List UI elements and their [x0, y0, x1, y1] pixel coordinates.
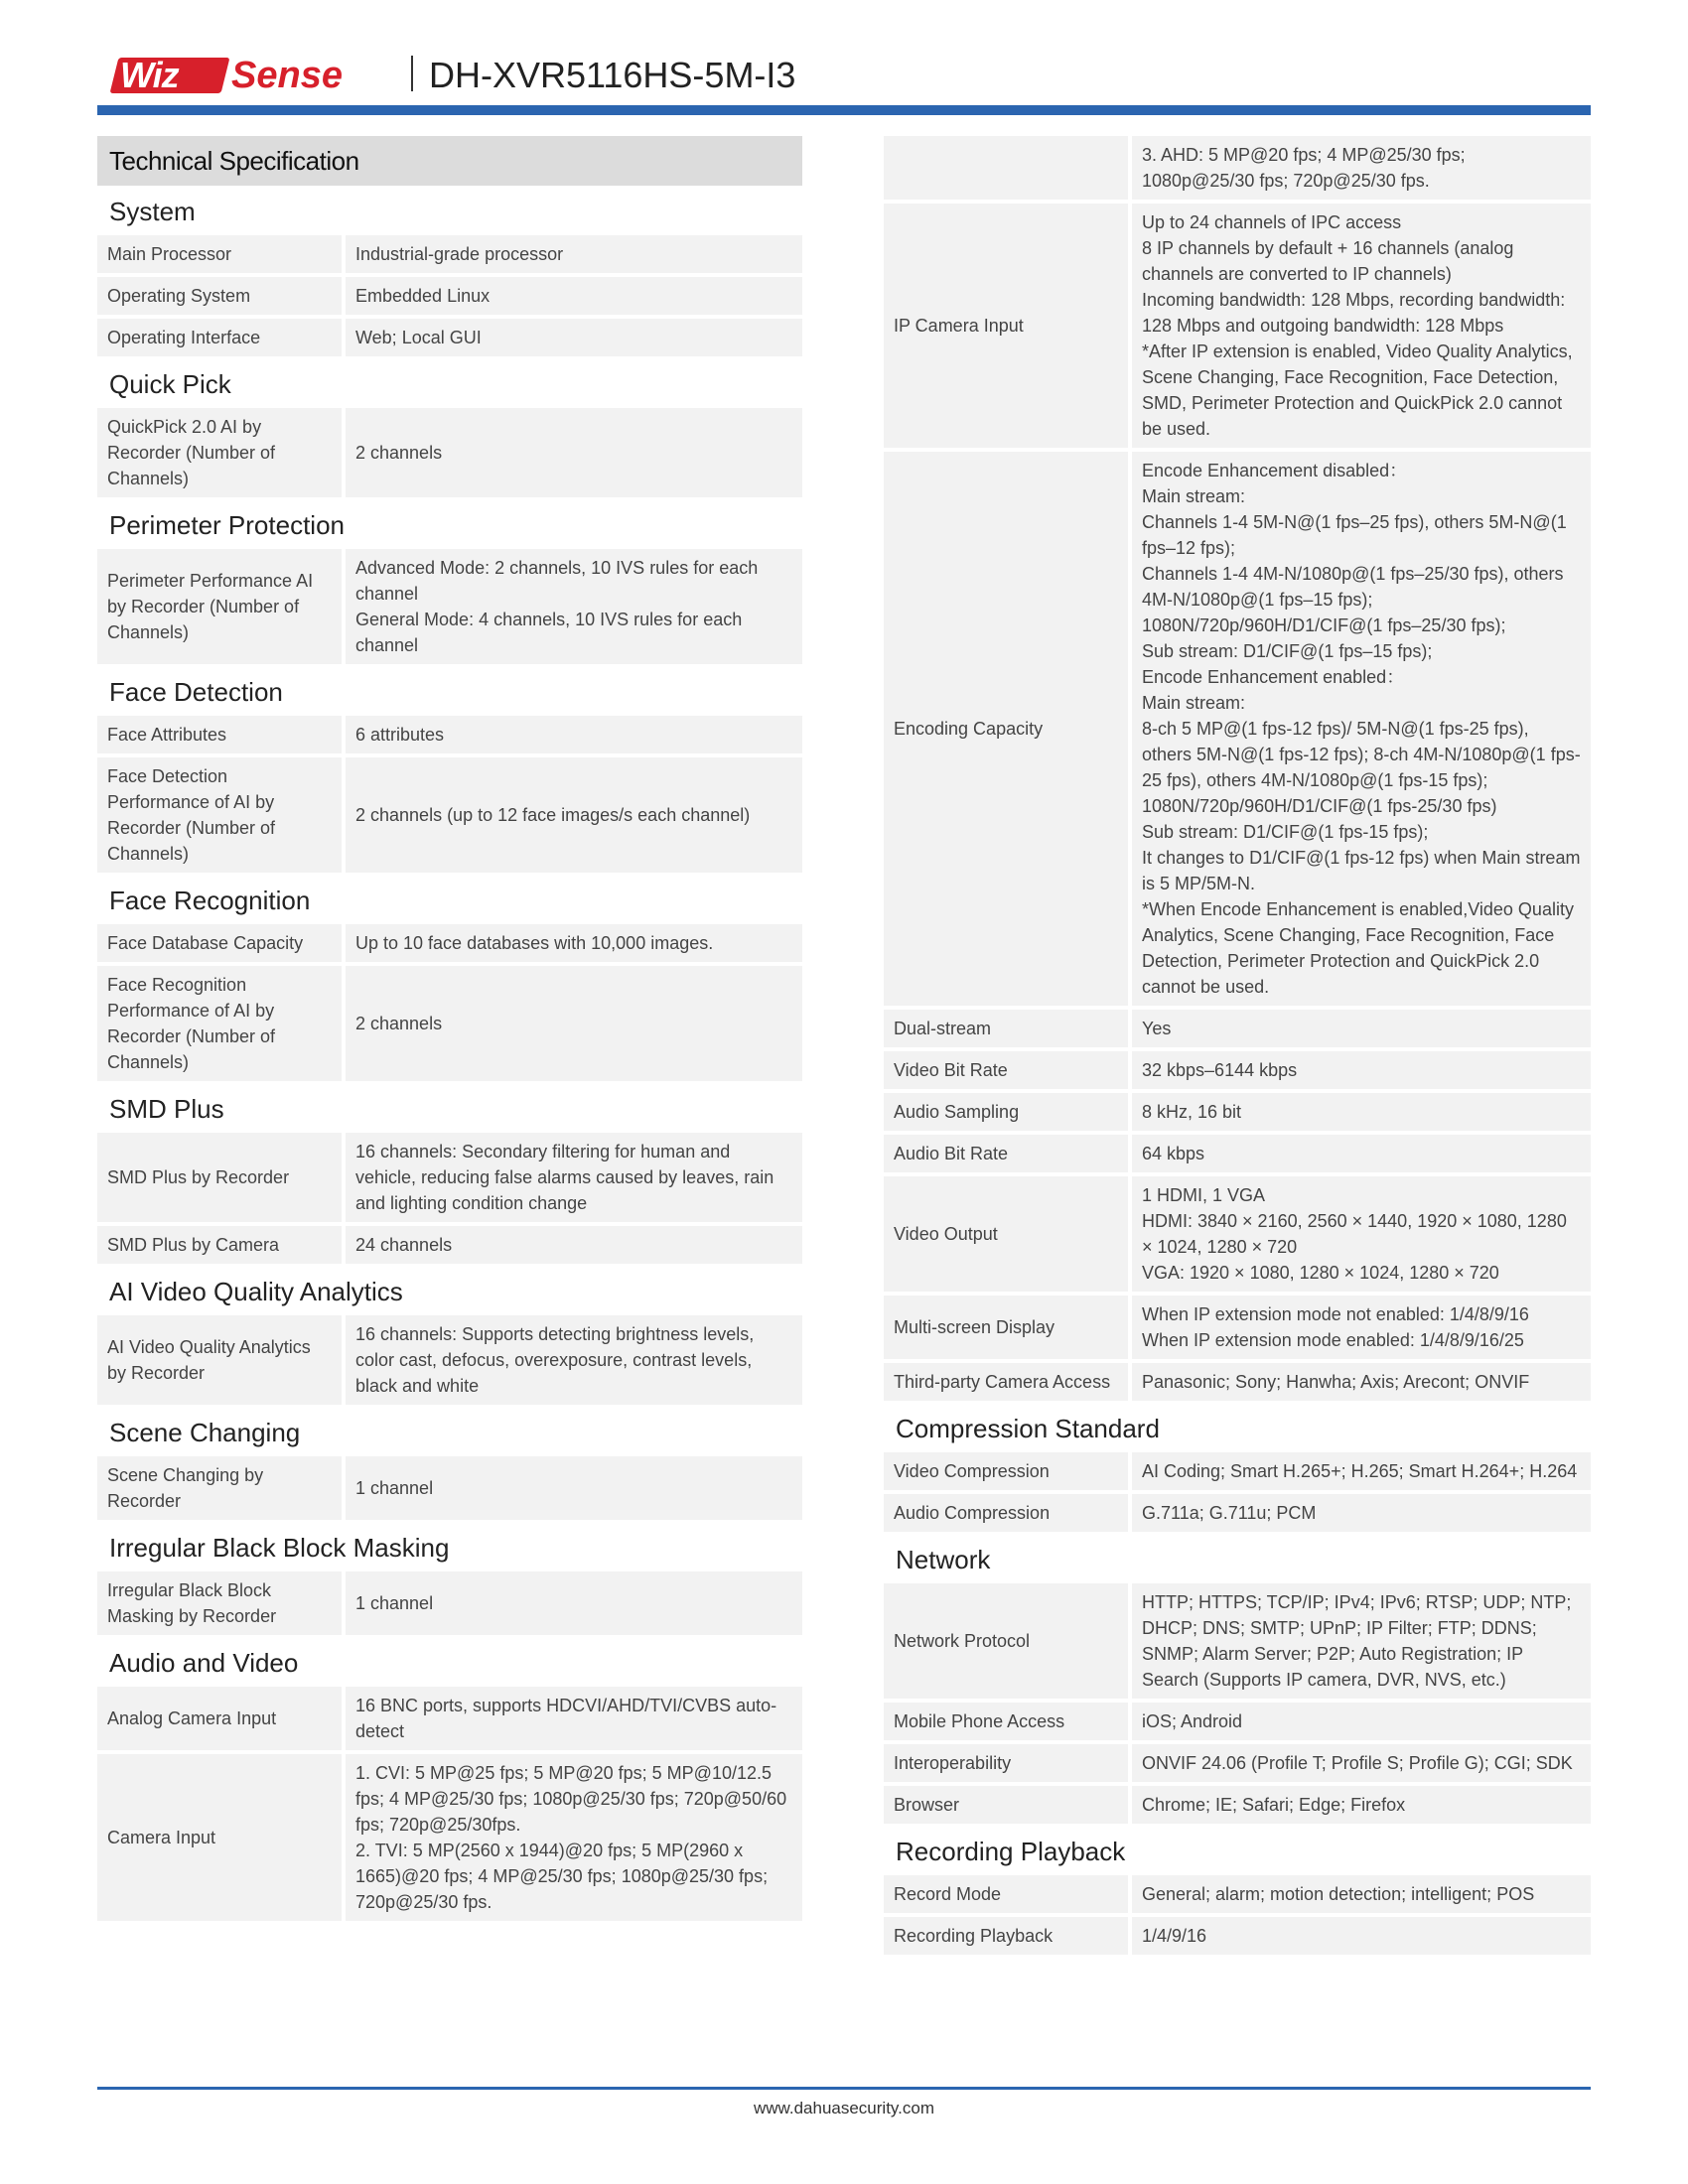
spec-row	[97, 716, 802, 753]
spec-row	[884, 1093, 1591, 1131]
section-heading: AI Video Quality Analytics	[109, 1277, 403, 1306]
spec-label: Main Processor	[97, 235, 342, 273]
spec-row	[97, 235, 802, 273]
spec-value: When IP extension mode not enabled: 1/4/8/9/16 When IP extension mode enabled: 1/4/8/9/16/25	[1132, 1296, 1591, 1359]
spec-row	[97, 1133, 802, 1222]
spec-row	[97, 924, 802, 962]
spec-row	[97, 1315, 802, 1405]
spec-label: Video Output	[884, 1176, 1128, 1292]
spec-label: Perimeter Performance AI by Recorder (Number of Channels)	[97, 549, 342, 664]
spec-label: Scene Changing by Recorder	[97, 1456, 342, 1520]
spec-value: G.711a; G.711u; PCM	[1132, 1494, 1591, 1532]
spec-label: Interoperability	[884, 1744, 1128, 1782]
spec-label: Dual-stream	[884, 1010, 1128, 1047]
spec-label: Face Recognition Performance of AI by Recorder (Number of Channels)	[97, 966, 342, 1081]
section-heading: SMD Plus	[109, 1094, 224, 1124]
spec-row	[884, 1744, 1591, 1782]
spec-value: Industrial-grade processor	[346, 235, 802, 273]
spec-label: Irregular Black Block Masking by Recorder	[97, 1571, 342, 1635]
spec-value: 8 kHz, 16 bit	[1132, 1093, 1591, 1131]
spec-value: 6 attributes	[346, 716, 802, 753]
logo-wiz-text: Wiz	[120, 55, 179, 95]
page-header	[97, 50, 1591, 109]
spec-row	[97, 319, 802, 356]
spec-row	[884, 1135, 1591, 1172]
spec-value: 1. CVI: 5 MP@25 fps; 5 MP@20 fps; 5 MP@10/12.5 fps; 4 MP@25/30 fps; 1080p@25/30 fps; 720p@50/60 fps; 720p@25/30fps. 2. TVI: 5 MP(2560 x 1944)@20 fps; 5 MP(2960 x 1665)@20 fps; 4 MP@25/30 fps; 1080p@25/30 fps; 720p@25/30 fps.	[346, 1754, 802, 1921]
spec-value: 2 channels (up to 12 face images/s each channel)	[346, 757, 802, 873]
spec-row	[884, 452, 1591, 1006]
spec-value: 1 channel	[346, 1456, 802, 1520]
spec-value: 2 channels	[346, 966, 802, 1081]
footer-rule	[97, 2087, 1591, 2090]
spec-value: 32 kbps–6144 kbps	[1132, 1051, 1591, 1089]
spec-label: Operating System	[97, 277, 342, 315]
section-heading: Quick Pick	[109, 369, 231, 399]
logo-wiz-badge	[110, 55, 230, 95]
spec-label: Browser	[884, 1786, 1128, 1824]
spec-label: Audio Sampling	[884, 1093, 1128, 1131]
section-heading: Face Recognition	[109, 886, 311, 915]
spec-row	[884, 1917, 1591, 1955]
spec-value: 1 channel	[346, 1571, 802, 1635]
spec-row	[884, 204, 1591, 448]
spec-row	[884, 1296, 1591, 1359]
section-heading: System	[109, 197, 196, 226]
header-rule	[97, 105, 1591, 115]
spec-label: Face Detection Performance of AI by Recorder (Number of Channels)	[97, 757, 342, 873]
spec-row	[884, 1494, 1591, 1532]
spec-label: Audio Bit Rate	[884, 1135, 1128, 1172]
spec-label: AI Video Quality Analytics by Recorder	[97, 1315, 342, 1405]
spec-value: 1/4/9/16	[1132, 1917, 1591, 1955]
spec-row	[97, 1456, 802, 1520]
spec-label: Analog Camera Input	[97, 1687, 342, 1750]
spec-label: Operating Interface	[97, 319, 342, 356]
footer-url: www.dahuasecurity.com	[753, 2099, 935, 2117]
spec-label: IP Camera Input	[884, 204, 1128, 448]
spec-value: Up to 24 channels of IPC access 8 IP channels by default + 16 channels (analog channels are converted to IP channels) Incoming bandwidth: 128 Mbps, recording bandwidth: 128 Mbps and outgoing bandwidth: 128 Mbps *After IP extension is enabled, Video Quality Analytics, Scene Changing, Face Recognition, Face Detection, SMD, Perimeter Protection and QuickPick 2.0 cannot be used.	[1132, 204, 1591, 448]
section-heading: Audio and Video	[109, 1648, 299, 1678]
spec-label: Face Database Capacity	[97, 924, 342, 962]
spec-row	[97, 549, 802, 664]
spec-label: Video Bit Rate	[884, 1051, 1128, 1089]
spec-row	[884, 1176, 1591, 1292]
spec-row	[97, 757, 802, 873]
logo-sense-text: Sense	[231, 55, 343, 96]
spec-label: Encoding Capacity	[884, 452, 1128, 1006]
spec-row	[884, 1583, 1591, 1699]
spec-row	[97, 1754, 802, 1921]
left-column	[97, 136, 802, 1925]
spec-row	[97, 1226, 802, 1264]
spec-label: SMD Plus by Camera	[97, 1226, 342, 1264]
spec-value: 24 channels	[346, 1226, 802, 1264]
spec-value: Yes	[1132, 1010, 1591, 1047]
spec-row	[97, 966, 802, 1081]
spec-row	[97, 1687, 802, 1750]
spec-row	[884, 1010, 1591, 1047]
spec-label: Mobile Phone Access	[884, 1703, 1128, 1740]
spec-value: ONVIF 24.06 (Profile T; Profile S; Profile G); CGI; SDK	[1132, 1744, 1591, 1782]
header-divider	[411, 56, 413, 91]
spec-label: Record Mode	[884, 1875, 1128, 1913]
spec-title: Technical Specification	[97, 136, 802, 186]
section-heading: Irregular Black Block Masking	[109, 1533, 450, 1563]
spec-label: Video Compression	[884, 1452, 1128, 1490]
model-number: DH-XVR5116HS-5M-I3	[429, 55, 796, 95]
spec-row	[884, 1363, 1591, 1401]
spec-row	[97, 408, 802, 497]
spec-value: Web; Local GUI	[346, 319, 802, 356]
section-heading: Face Detection	[109, 677, 283, 707]
spec-row	[884, 1051, 1591, 1089]
spec-row	[884, 136, 1591, 200]
spec-label: QuickPick 2.0 AI by Recorder (Number of Channels)	[97, 408, 342, 497]
right-column	[884, 136, 1591, 1959]
spec-value: AI Coding; Smart H.265+; H.265; Smart H.264+; H.264	[1132, 1452, 1591, 1490]
spec-row	[97, 277, 802, 315]
section-heading: Recording Playback	[896, 1837, 1126, 1866]
section-heading: Compression Standard	[896, 1414, 1160, 1443]
spec-value: Panasonic; Sony; Hanwha; Axis; Arecont; ONVIF	[1132, 1363, 1591, 1401]
spec-value: General; alarm; motion detection; intelligent; POS	[1132, 1875, 1591, 1913]
spec-label	[884, 136, 1128, 200]
spec-value: Encode Enhancement disabled： Main stream: Channels 1-4 5M-N@(1 fps–25 fps), others 5M-N@(1 fps–12 fps); Channels 1-4 4M-N/1080p@(1 fps–25/30 fps), others 4M-N/1080p@(1 fps–15 fps); 1080N/720p/960H/D1/CIF@(1 fps–25/30 fps); Sub stream: D1/CIF@(1 fps–15 fps); Encode Enhancement enabled： Main stream: 8-ch 5 MP@(1 fps-12 fps)/ 5M-N@(1 fps-25 fps), others 5M-N@(1 fps-12 fps); 8-ch 4M-N/1080p@(1 fps-25 fps), others 4M-N/1080p@(1 fps-15 fps); 1080N/720p/960H/D1/CIF@(1 fps-25/30 fps) Sub stream: D1/CIF@(1 fps-15 fps); It changes to D1/CIF@(1 fps-12 fps) when Main stream is 5 MP/5M-N. *When Encode Enhancement is enabled,Video Quality Analytics, Scene Changing, Face Recognition, Face Detection, Perimeter Protection and QuickPick 2.0 cannot be used.	[1132, 452, 1591, 1006]
spec-value: 16 BNC ports, supports HDCVI/AHD/TVI/CVBS auto-detect	[346, 1687, 802, 1750]
spec-row	[884, 1875, 1591, 1913]
spec-value: 3. AHD: 5 MP@20 fps; 4 MP@25/30 fps; 1080p@25/30 fps; 720p@25/30 fps.	[1132, 136, 1591, 200]
spec-value: iOS; Android	[1132, 1703, 1591, 1740]
section-heading: Scene Changing	[109, 1418, 301, 1447]
spec-row	[884, 1452, 1591, 1490]
section-heading: Perimeter Protection	[109, 510, 345, 540]
spec-value: Embedded Linux	[346, 277, 802, 315]
spec-value: 2 channels	[346, 408, 802, 497]
spec-value: Advanced Mode: 2 channels, 10 IVS rules for each channel General Mode: 4 channels, 10 IVS rules for each channel	[346, 549, 802, 664]
spec-label: Recording Playback	[884, 1917, 1128, 1955]
spec-label: SMD Plus by Recorder	[97, 1133, 342, 1222]
spec-row	[97, 1571, 802, 1635]
spec-row	[884, 1703, 1591, 1740]
spec-label: Third-party Camera Access	[884, 1363, 1128, 1401]
spec-label: Network Protocol	[884, 1583, 1128, 1699]
spec-value: 16 channels: Secondary filtering for human and vehicle, reducing false alarms caused by leaves, rain and lighting condition change	[346, 1133, 802, 1222]
spec-value: Chrome; IE; Safari; Edge; Firefox	[1132, 1786, 1591, 1824]
spec-value: Up to 10 face databases with 10,000 images.	[346, 924, 802, 962]
spec-label: Face Attributes	[97, 716, 342, 753]
spec-value: HTTP; HTTPS; TCP/IP; IPv4; IPv6; RTSP; UDP; NTP; DHCP; DNS; SMTP; UPnP; IP Filter; FTP; DDNS; SNMP; Alarm Server; P2P; Auto Registration; IP Search (Supports IP camera, DVR, NVS, etc.)	[1132, 1583, 1591, 1699]
spec-value: 16 channels: Supports detecting brightness levels, color cast, defocus, overexposure, contrast levels, black and white	[346, 1315, 802, 1405]
spec-value: 64 kbps	[1132, 1135, 1591, 1172]
section-heading: Network	[896, 1545, 991, 1574]
spec-row	[884, 1786, 1591, 1824]
spec-value: 1 HDMI, 1 VGA HDMI: 3840 × 2160, 2560 × 1440, 1920 × 1080, 1280 × 1024, 1280 × 720 VGA: 1920 × 1080, 1280 × 1024, 1280 × 720	[1132, 1176, 1591, 1292]
spec-label: Multi-screen Display	[884, 1296, 1128, 1359]
spec-label: Camera Input	[97, 1754, 342, 1921]
spec-label: Audio Compression	[884, 1494, 1128, 1532]
